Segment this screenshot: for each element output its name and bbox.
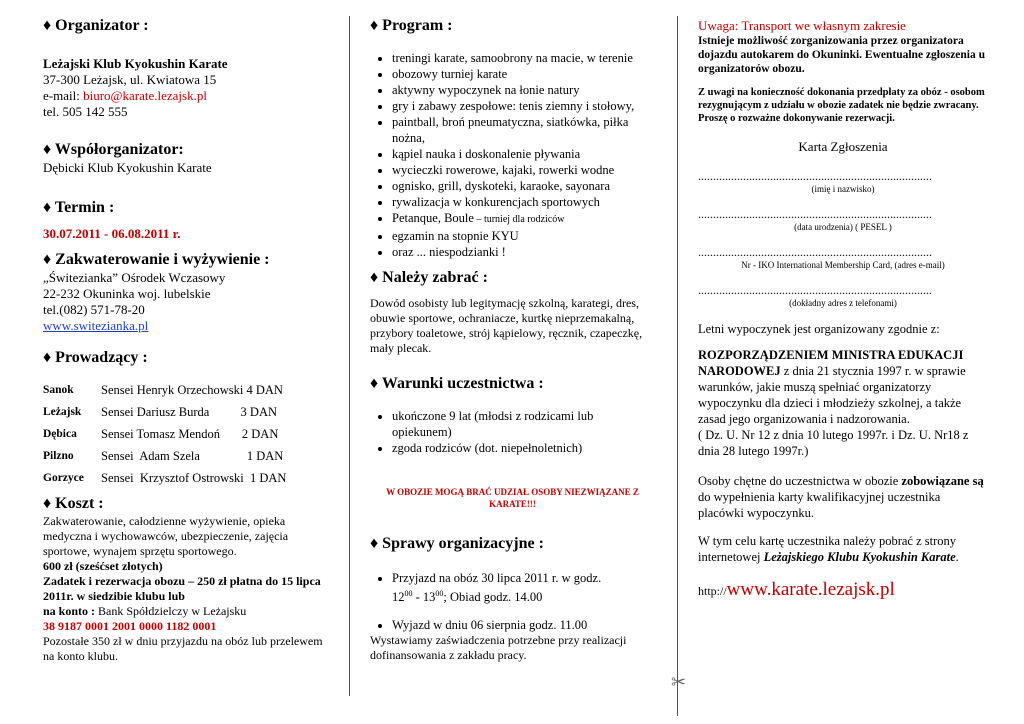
column-right [698,14,988,602]
column-divider-2 [677,16,678,716]
cost-description: Zakwaterowanie, całodzienne wyżywienie, opieka medyczna i wychowawców, ubezpieczenie, zajęcia sportowe, wynajem sprzętu sportowego. [43,514,289,558]
bring-text: Dowód osobisty lub legitymację szkolną, karategi, dres, obuwie sportowe, ochraniacze, kurtkę nieprzemakalną, przybory toaletowe, strój kąpielowy, ręcznik, czapeczkę, mały plecak. [370,296,643,355]
organizer-heading: ♦ Organizator : [43,17,149,34]
organizer-phone: tel. 505 142 555 [43,104,128,119]
leader-row: Leżajsk Sensei Dariusz Burda 3 DAN [43,405,278,419]
address-field[interactable]: .............................................................................. [698,283,932,297]
deposit-request: Proszę o rozważne dokonywanie rezerwacji. [698,113,895,124]
list-item: • treningi karate, samoobrony na macie, w terenie [392,50,655,66]
cost-remaining: Pozostałe 350 zł w dniu przyjazdu na obóz lub przelewem na konto klubu. [43,634,323,663]
column-middle [370,14,655,663]
accommodation-line: 22-232 Okuninka woj. lubelskie [43,286,211,301]
bring-heading: ♦ Należy zabrać : [370,269,488,286]
list-item: • gry i zabawy zespołowe: tenis ziemny i stołowy, [392,98,655,114]
list-item: • paintball, broń pneumatyczna, siatkówka, piłka nożna, [392,114,655,146]
cost-heading: ♦ Koszt : [43,495,104,512]
accommodation-line: tel.(082) 571-78-20 [43,302,145,317]
column-divider-1 [349,16,350,696]
term-heading: ♦ Termin : [43,199,115,216]
leaders-list [43,382,333,486]
deposit-notice: Z uwagi na konieczność dokonania przedpłaty za obóz - osobom rezygnującym z udziału w obozie zadatek nie będzie zwracany. [698,87,985,111]
organizer-address: 37-300 Leżajsk, ul. Kwiatowa 15 [43,72,217,87]
list-item: • rywalizacja w konkurencjach sportowych [392,194,655,210]
scissors-icon: ✂ [671,672,687,692]
conditions-heading: ♦ Warunki uczestnictwa : [370,375,544,392]
departure-list [370,617,655,633]
email-label: e-mail: [43,88,84,103]
organizer-name: Leżajski Klub Kyokushin Karate [43,56,228,71]
organizer-email-link[interactable]: biuro@karate.lezajsk.pl [83,88,207,103]
download-text: W tym celu kartę uczestnika należy pobrać z strony internetowej Leżajskiego Klubu Kyokushin Karate. [698,534,959,564]
bank-account-number: 38 9187 0001 2001 0000 1182 0001 [43,619,217,633]
law-intro: Letni wypoczynek jest organizowany zgodnie z: [698,322,940,336]
list-item: • zgoda rodziców (dot. niepełnoletnich) [392,440,655,456]
accommodation-heading: ♦ Zakwaterowanie i wyżywienie : [43,251,270,268]
website-link[interactable]: http://www.karate.lezajsk.pl [698,579,895,600]
cost-price: 600 zł (sześćset złotych) [43,559,163,573]
list-item: • egzamin na stopnie KYU [392,228,655,244]
term-value: 30.07.2011 - 06.08.2011 r. [43,226,181,241]
cost-account-line: na konto : Bank Spółdzielczy w Leżajsku [43,604,247,618]
membership-caption: Nr - IKO International Membership Card, (adres e-mail) [741,260,945,270]
departure-note: Wystawiamy zaświadczenia potrzebne przy realizacji dofinansowania z zakładu pracy. [370,633,627,663]
column-left [43,14,333,664]
list-item: • kąpiel nauka i doskonalenie pływania [392,146,655,162]
leader-row: Pilzno Sensei Adam Szela 1 DAN [43,449,284,463]
list-item: • wycieczki rowerowe, kajaki, rowerki wodne [392,162,655,178]
leaders-heading: ♦ Prowadzący : [43,349,148,366]
birth-date-field[interactable]: .............................................................................. [698,207,932,221]
address-caption: (dokładny adres z telefonami) [789,298,897,308]
accommodation-line: „Świtezianka” Ośrodek Wczasowy [43,270,226,285]
law-text: ROZPORZĄDZENIEM MINISTRA EDUKACJI NARODOWEJ z dnia 21 stycznia 1997 r. w sprawie warunków, jakie muszą spełniać organizatorzy wypoczynku dla dzieci i młodzieży szkolnej, a także zasad jego organizowania i nadzorowania. [698,348,966,426]
co-organizer-heading: ♦ Współorganizator: [43,141,184,158]
leader-row: Gorzyce Sensei Krzysztof Ostrowski 1 DAN [43,471,287,485]
co-organizer-name: Dębicki Klub Kyokushin Karate [43,160,212,175]
name-field[interactable]: .............................................................................. [698,169,932,183]
duty-text: Osoby chętne do uczestnictwa w obozie zobowiązane są do wypełnienia karty kwalifikacyjnej uczestnika placówki wypoczynku. [698,474,984,520]
leader-row: Sanok Sensei Henryk Orzechowski 4 DAN [43,383,283,397]
transport-notice-title: Uwaga: Transport we własnym zakresie [698,18,906,33]
warning-text: W OBOZIE MOGĄ BRAĆ UDZIAŁ OSOBY NIEZWIĄZANE Z KARATE!!! [386,487,639,509]
leader-row: Dębica Sensei Tomasz Mendoń 2 DAN [43,427,279,441]
list-item: • Wyjazd w dniu 06 sierpnia godz. 11.00 [392,617,655,633]
transport-notice-text: Istnieje możliwość zorganizowania przez organizatora dojazdu autokarem do Okuninki. Ewentualne zgłoszenia u organizatorów obozu. [698,35,986,75]
list-item: • Petanque, Boule – turniej dla rodziców [392,210,655,228]
conditions-list [370,408,655,456]
list-item: • ognisko, grill, dyskoteki, karaoke, sayonara [392,178,655,194]
list-item: • ukończone 9 lat (młodsi z rodzicami lub opiekunem) [392,408,655,440]
arrival-list [370,570,655,605]
accommodation-website-link[interactable]: www.switezianka.pl [43,318,149,333]
registration-form [698,169,988,309]
name-field-caption: (imię i nazwisko) [811,184,875,194]
law-reference: ( Dz. U. Nr 12 z dnia 10 lutego 1997r. i Dz. U. Nr18 z dnia 28 lutego 1997r.) [698,428,969,458]
list-item: • oraz ... niespodzianki ! [392,244,655,260]
program-heading: ♦ Program : [370,17,453,34]
list-item: • Przyjazd na obóz 30 lipca 2011 r. w godz. $12^{00} - 13^{00}$; Obiad godz. 14.00 [392,570,655,605]
program-list [370,50,655,260]
cost-deposit: Zadatek i rezerwacja obozu – 250 zł płatna do 15 lipca 2011r. w siedzibie klubu lub [43,574,321,603]
list-item: • obozowy turniej karate [392,66,655,82]
form-title: Karta Zgłoszenia [798,139,888,154]
list-item: • aktywny wypoczynek na łonie natury [392,82,655,98]
organizer-email-line [43,88,333,104]
membership-field[interactable]: .............................................................................. [698,245,932,259]
organization-heading: ♦ Sprawy organizacyjne : [370,535,544,552]
birth-date-caption: (data urodzenia) ( PESEL ) [794,222,892,232]
